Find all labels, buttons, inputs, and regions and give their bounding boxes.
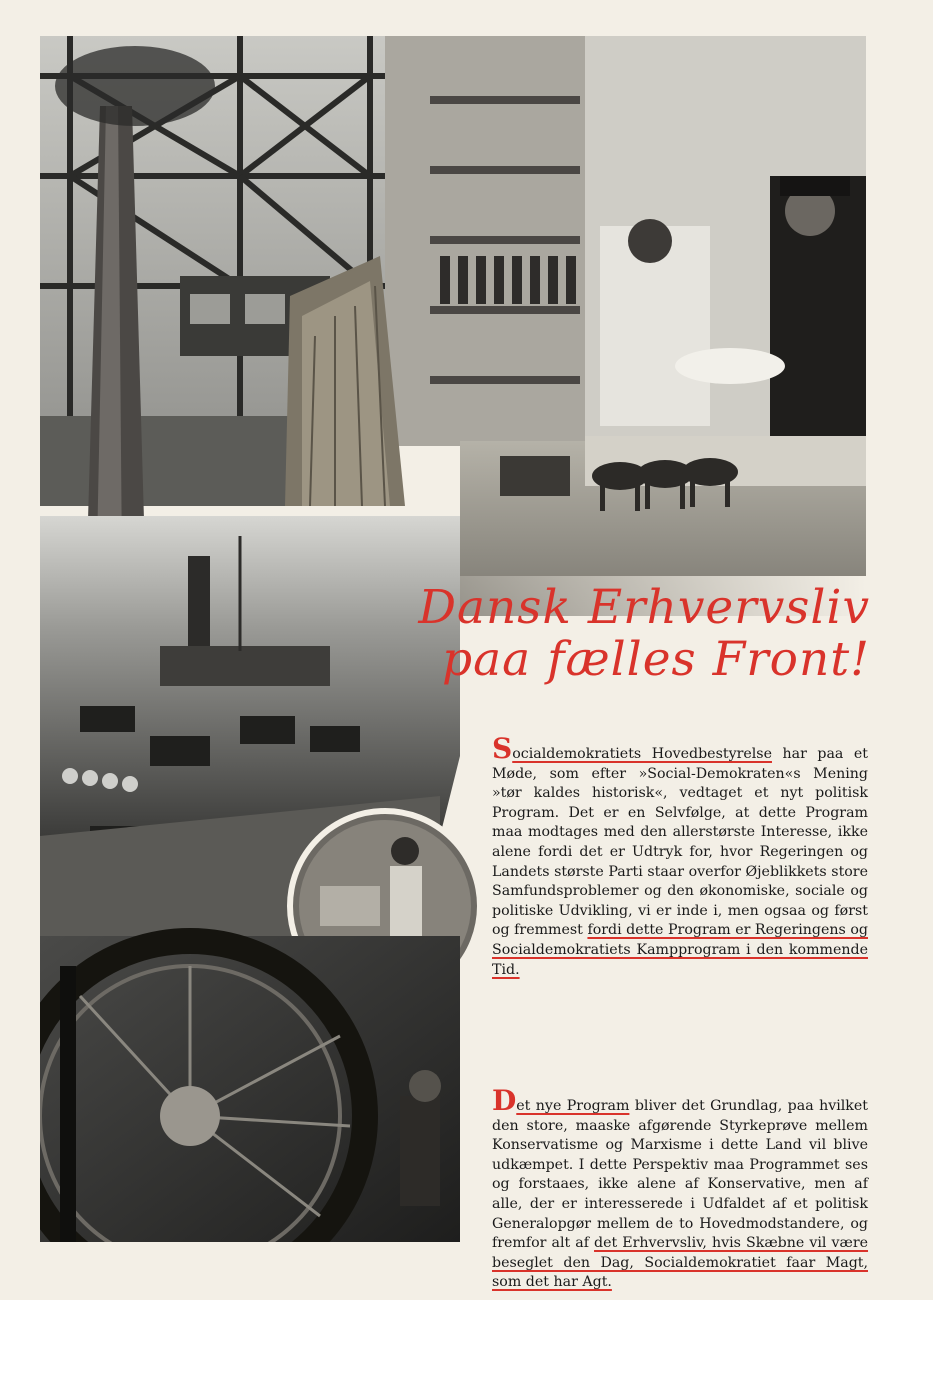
paragraph-body: bliver det Grundlag, paa hvilket den store, maaske afgørende Styrkeprøve mellem Konservatisme og Marxisme i dette Land vil blive udkæmpet. I dette Perspektiv maa Programmet ses og forstaaes, ikke alene af Konservative, men af alle, der er interesserede i Udfaldet af et politisk Generalopgør mellem de to Hovedmodstandere, og fremfor alt af — [492, 1098, 868, 1252]
paragraph-1 — [492, 732, 868, 980]
headline-line-1: Dansk Erhvervsliv — [418, 580, 870, 635]
headline — [310, 582, 870, 686]
paragraph-body: har paa et Møde, som efter »Social-Demokraten«s Mening »tør kaldes historisk«, vedtaget et nyt politisk Program. Det er en Selvfølge, at dette Program maa modtages med den allerstørste Interesse, ikke alene fordi det er Udtryk for, hvor Regeringen og Landets største Parti staar overfor Øjeblikkets store Samfundsproblemer og den økonomiske, sociale og politiske Udvikling, vi er inde i, men ogsaa og først og fremmest — [492, 746, 868, 939]
headline-line-2: paa fælles Front! — [442, 632, 870, 687]
paragraph-lead: et nye Program — [516, 1098, 630, 1114]
bottom-margin — [0, 1300, 933, 1390]
paragraph-emphasis: det Erhvervsliv, hvis Skæbne vil være beseglet den Dag, Socialdemokratiet faar Magt, som det har Agt. — [492, 1235, 869, 1291]
machine-photo — [40, 936, 460, 1242]
shop-photo — [385, 36, 866, 446]
dropcap: D — [492, 1084, 517, 1117]
dropcap: S — [492, 732, 513, 765]
paragraph-lead: ocialdemokratiets Hovedbestyrelse — [512, 746, 772, 762]
paragraph-2 — [492, 1084, 869, 1293]
paragraph-emphasis: fordi dette Program er Regeringens og Socialdemokratiets Kampprogram i den kommende Tid. — [492, 922, 868, 978]
